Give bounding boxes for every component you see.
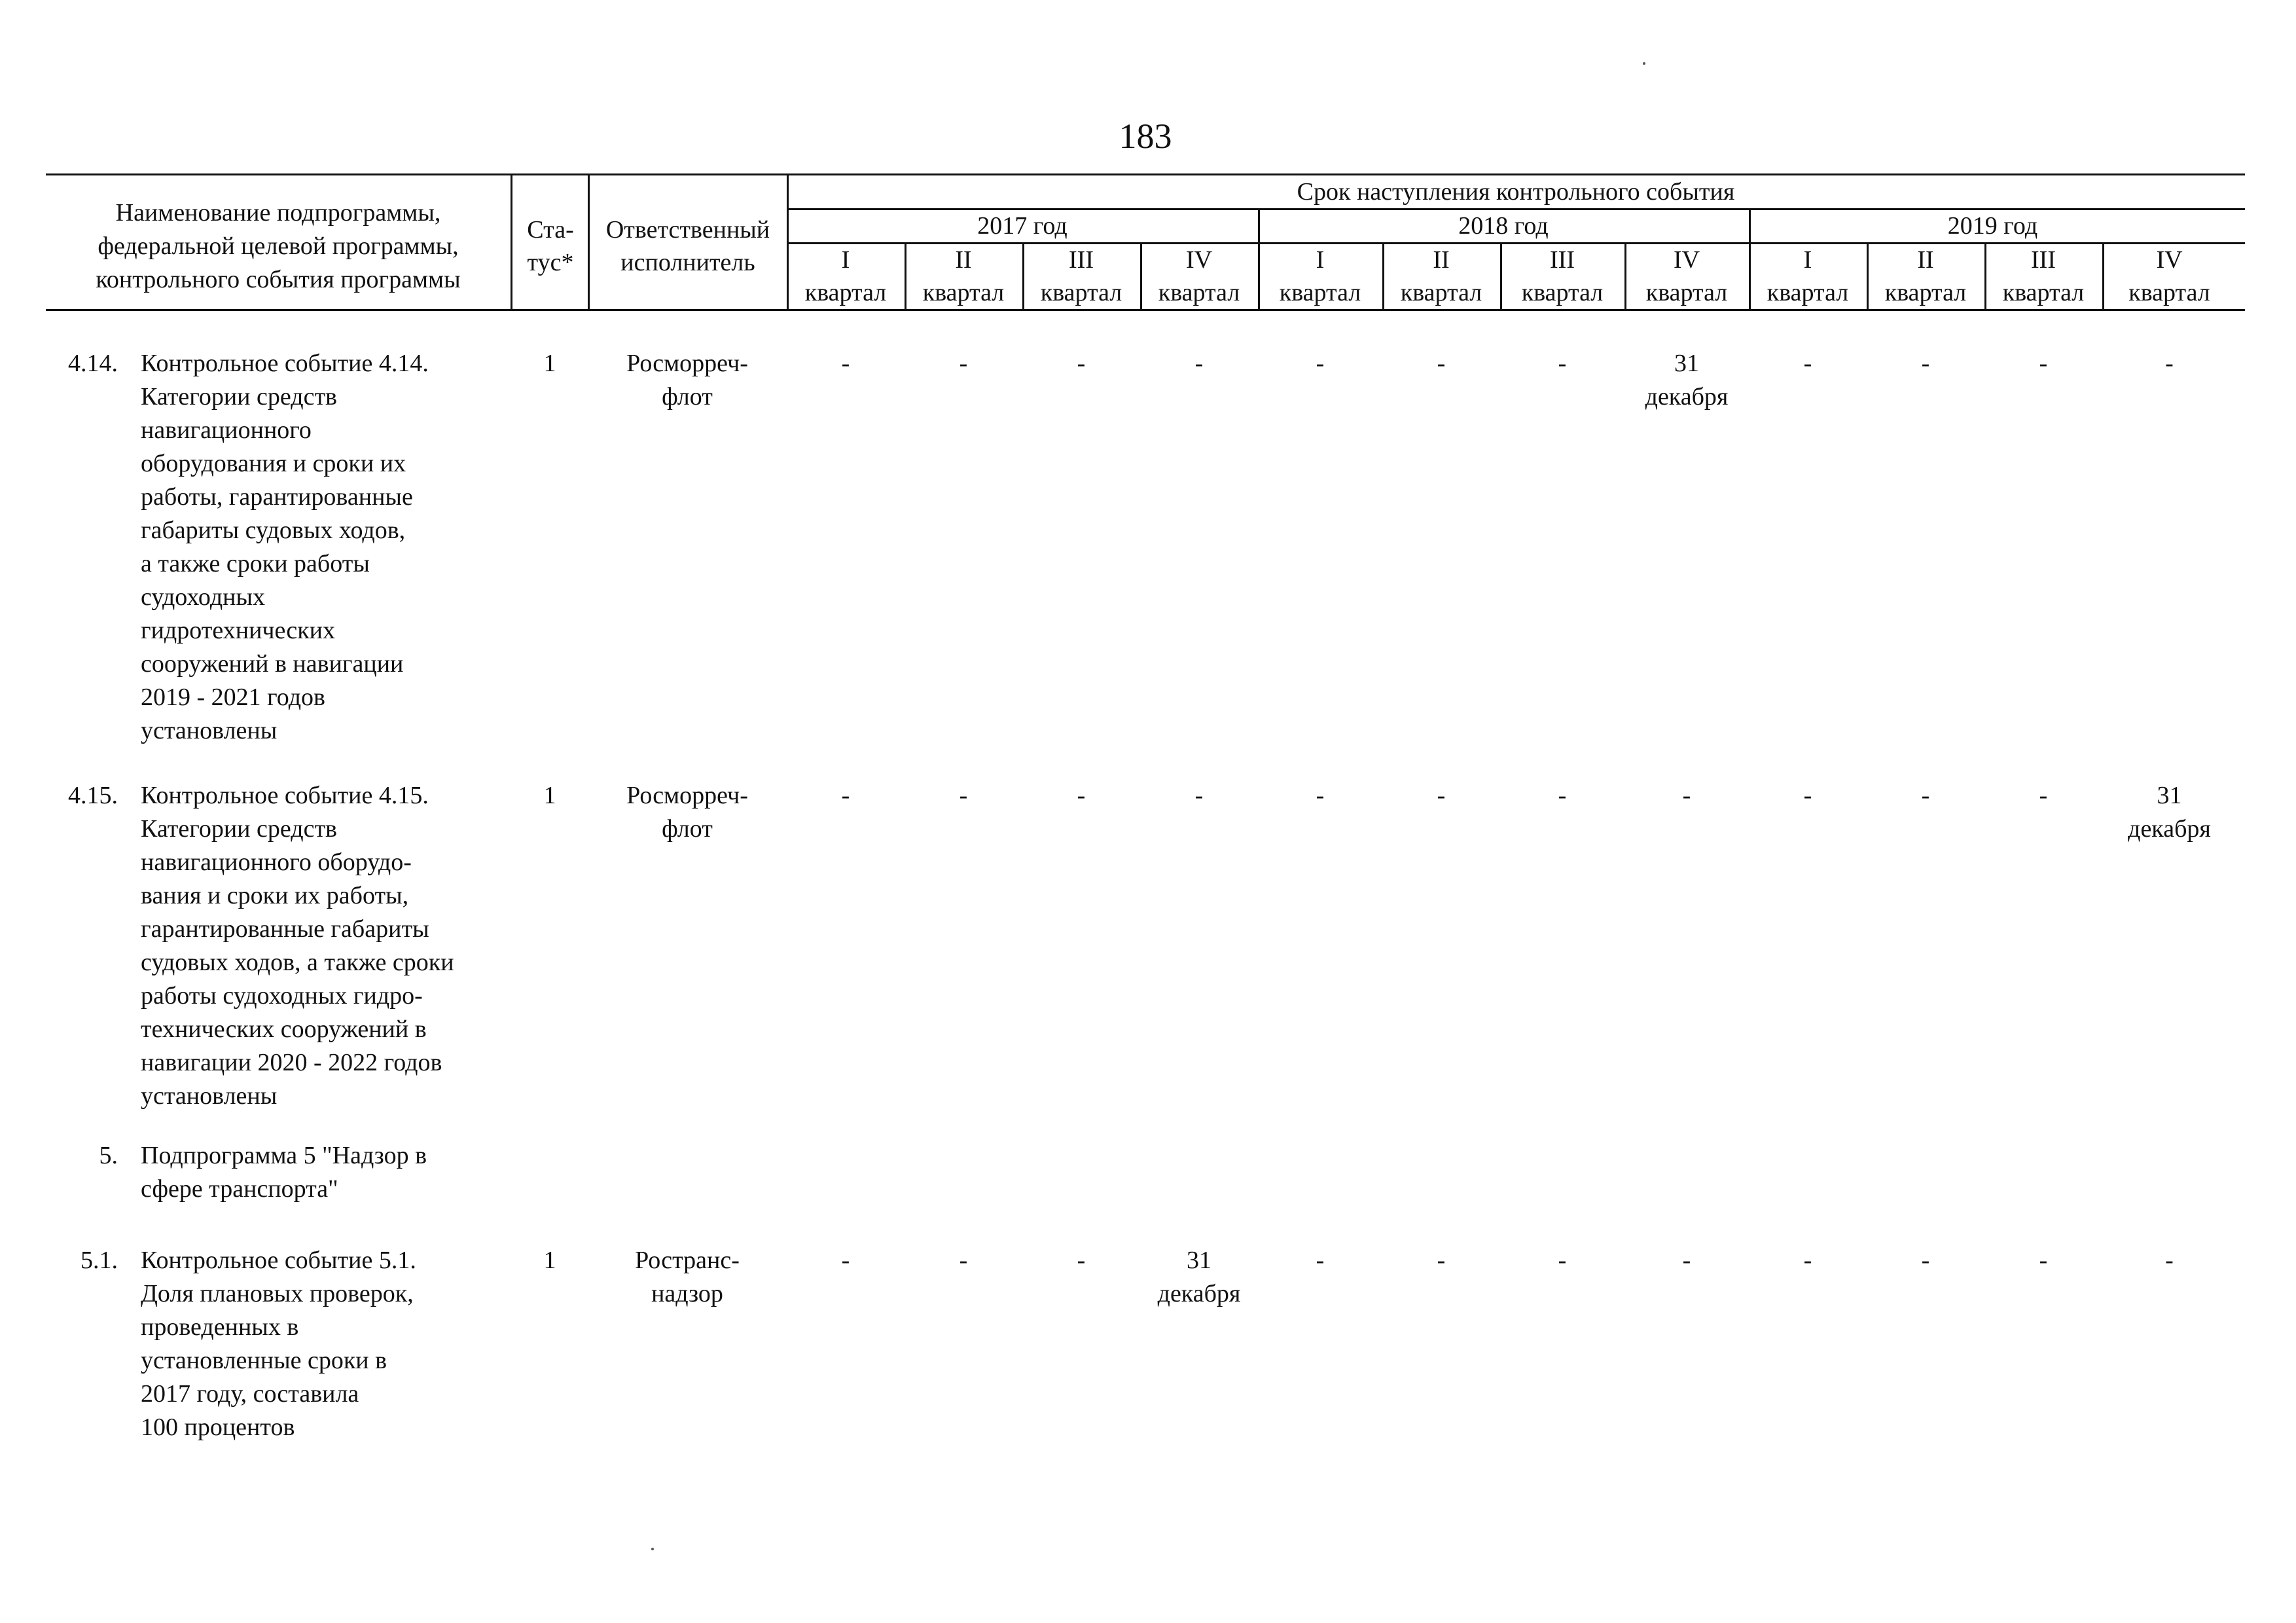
scan-speck: [1643, 62, 1645, 65]
scan-speck: [651, 1548, 654, 1550]
header-divider: [511, 173, 512, 311]
header-quarter-word: квартал: [1158, 279, 1240, 306]
row-name-line: навигации 2020 - 2022 годов: [141, 1049, 442, 1076]
header-quarter-number: III: [2031, 246, 2056, 274]
row-quarter-value: -: [1558, 350, 1567, 377]
header-quarter-number: I: [1316, 246, 1325, 274]
row-quarter-value: -: [959, 782, 968, 809]
row-status: 1: [543, 782, 556, 809]
row-name-line: 2017 году, составила: [141, 1380, 359, 1408]
header-quarter: [905, 244, 1022, 309]
row-name-line: Контрольное событие 5.1.: [141, 1247, 416, 1274]
header-quarter-number: III: [1550, 246, 1575, 274]
row-responsible-line: Ространс-: [635, 1247, 740, 1274]
header-quarter: [1382, 244, 1500, 309]
row-name-line: судоходных: [141, 583, 266, 611]
header-quarter-word: квартал: [1884, 279, 1967, 306]
header-quarter-word: квартал: [2002, 279, 2085, 306]
header-quarter-number: I: [841, 246, 850, 274]
header-quarter-word: квартал: [1767, 279, 1849, 306]
row-quarter-value: -: [841, 782, 850, 809]
header-quarter-word: квартал: [1521, 279, 1604, 306]
row-name-line: сфере транспорта": [141, 1175, 338, 1203]
row-quarter-value: -: [2039, 782, 2048, 809]
row-name-line: габариты судовых ходов,: [141, 517, 406, 544]
header-quarter-word: квартал: [804, 279, 887, 306]
header-quarter-word: квартал: [1279, 279, 1361, 306]
row-quarter-value-line: 31: [1187, 1247, 1211, 1274]
header-quarter-word: квартал: [1040, 279, 1122, 306]
row-quarter-value: -: [1558, 1247, 1567, 1274]
row-quarter-value: -: [2165, 1247, 2174, 1274]
row-quarter-value: -: [1682, 782, 1691, 809]
header-deadline-title: Срок наступления контрольного события: [1297, 178, 1735, 206]
row-name-line: оборудования и сроки их: [141, 450, 406, 477]
header-status-column: Ста- тус*: [527, 216, 574, 276]
header-quarter: [1500, 244, 1624, 309]
row-quarter-value: -: [841, 350, 850, 377]
row-name-line: Категории средств: [141, 383, 337, 410]
row-quarter-value: -: [2165, 350, 2174, 377]
row-name-line: навигационного: [141, 416, 312, 444]
header-quarter: [1258, 244, 1382, 309]
row-name-line: вания и сроки их работы,: [141, 882, 409, 909]
header-year: 2018 год: [1458, 212, 1549, 240]
header-year: 2017 год: [977, 212, 1067, 240]
header-responsible-column: Ответственный исполнитель: [605, 216, 770, 276]
header-quarter-number: III: [1069, 246, 1094, 274]
row-quarter-value: -: [1316, 782, 1325, 809]
row-responsible: [589, 779, 785, 846]
row-name-line: Категории средств: [141, 815, 337, 843]
row-name-line: установлены: [141, 1082, 278, 1110]
row-quarter-value: -: [1682, 1247, 1691, 1274]
row-quarter-value: -: [1316, 1247, 1325, 1274]
row-quarter-value: [1140, 1244, 1258, 1311]
row-name-line: установленные сроки в: [141, 1347, 387, 1374]
header-quarter: [1624, 244, 1749, 309]
row-name-line: судовых ходов, а также сроки: [141, 949, 454, 976]
row-quarter-value: -: [1803, 782, 1812, 809]
row-number: 4.14.: [68, 350, 118, 377]
header-quarter-word: квартал: [922, 279, 1005, 306]
header-quarter-number: II: [955, 246, 972, 274]
row-name-line: навигационного оборудо-: [141, 848, 412, 876]
header-quarter: [1984, 244, 2102, 309]
row-number: 5.: [99, 1142, 118, 1169]
header-quarter-word: квартал: [2128, 279, 2210, 306]
row-quarter-value: -: [1803, 1247, 1812, 1274]
header-quarter: [1867, 244, 1984, 309]
header-quarter-word: квартал: [1400, 279, 1482, 306]
row-name-line: Подпрограмма 5 "Надзор в: [141, 1142, 427, 1169]
row-name: [141, 779, 507, 1113]
row-responsible-line: флот: [662, 815, 713, 843]
header-quarter-number: IV: [2156, 246, 2183, 274]
row-responsible-line: Росморреч-: [626, 350, 748, 377]
header-name-column: Наименование подпрограммы, федеральной целевой программы, контрольного события программы: [96, 199, 461, 293]
header-quarter-number: I: [1803, 246, 1812, 274]
row-quarter-value-line: 31: [2157, 782, 2182, 809]
row-quarter-value: -: [959, 350, 968, 377]
header-year: 2019 год: [1947, 212, 2038, 240]
row-name-line: 2019 - 2021 годов: [141, 684, 325, 711]
page-number: 183: [1119, 117, 1172, 156]
row-quarter-value: -: [1077, 1247, 1086, 1274]
row-quarter-value: -: [1437, 1247, 1446, 1274]
header-quarter-number: IV: [1185, 246, 1213, 274]
row-quarter-value-line: декабря: [2128, 815, 2211, 843]
row-quarter-value: -: [1437, 350, 1446, 377]
header-quarter: [1022, 244, 1140, 309]
row-quarter-value: -: [841, 1247, 850, 1274]
header-quarter: [787, 244, 905, 309]
row-quarter-value-line: 31: [1674, 350, 1699, 377]
row-name-line: Контрольное событие 4.15.: [141, 782, 429, 809]
row-name-line: гидротехнических: [141, 617, 335, 644]
header-rule: [46, 309, 2245, 311]
row-responsible-line: флот: [662, 383, 713, 410]
row-number: 4.15.: [68, 782, 118, 809]
row-quarter-value: -: [1921, 350, 1930, 377]
header-quarter: [2102, 244, 2236, 309]
row-quarter-value: -: [2039, 350, 2048, 377]
row-quarter-value: -: [959, 1247, 968, 1274]
row-quarter-value: -: [1558, 782, 1567, 809]
row-responsible-line: Росморреч-: [626, 782, 748, 809]
row-quarter-value-line: декабря: [1157, 1280, 1241, 1307]
row-name: [141, 347, 507, 748]
row-name-line: проведенных в: [141, 1313, 299, 1341]
row-name-line: а также сроки работы: [141, 550, 370, 577]
row-quarter-value: -: [2039, 1247, 2048, 1274]
row-status: 1: [543, 1247, 556, 1274]
row-quarter-value: -: [1077, 782, 1086, 809]
row-quarter-value: -: [1921, 782, 1930, 809]
header-quarter: [1749, 244, 1867, 309]
row-quarter-value: -: [1921, 1247, 1930, 1274]
row-name-line: установлены: [141, 717, 278, 744]
row-quarter-value: -: [1194, 350, 1204, 377]
row-quarter-value: -: [1194, 782, 1204, 809]
row-responsible: [589, 1244, 785, 1311]
row-name-line: работы судоходных гидро-: [141, 982, 423, 1010]
row-number: 5.1.: [81, 1247, 118, 1274]
row-name-line: работы, гарантированные: [141, 483, 413, 511]
header-quarter-word: квартал: [1645, 279, 1728, 306]
row-quarter-value: [2111, 779, 2229, 846]
row-name-line: технических сооружений в: [141, 1015, 427, 1043]
row-name-line: 100 процентов: [141, 1413, 295, 1441]
row-name-line: сооружений в навигации: [141, 650, 404, 678]
header-quarter-number: II: [1433, 246, 1450, 274]
row-quarter-value: [1628, 347, 1746, 414]
row-status: 1: [543, 350, 556, 377]
row-responsible: [589, 347, 785, 414]
header-quarter: [1140, 244, 1258, 309]
row-quarter-value: -: [1316, 350, 1325, 377]
row-quarter-value-line: декабря: [1645, 383, 1729, 410]
row-name: [141, 1244, 507, 1444]
header-quarter-number: II: [1917, 246, 1934, 274]
header-quarter-number: IV: [1673, 246, 1700, 274]
row-quarter-value: -: [1437, 782, 1446, 809]
row-name: [141, 1139, 507, 1206]
row-name-line: Контрольное событие 4.14.: [141, 350, 429, 377]
row-quarter-value: -: [1803, 350, 1812, 377]
row-name-line: гарантированные габариты: [141, 915, 429, 943]
row-name-line: Доля плановых проверок,: [141, 1280, 414, 1307]
row-responsible-line: надзор: [651, 1280, 723, 1307]
row-quarter-value: -: [1077, 350, 1086, 377]
